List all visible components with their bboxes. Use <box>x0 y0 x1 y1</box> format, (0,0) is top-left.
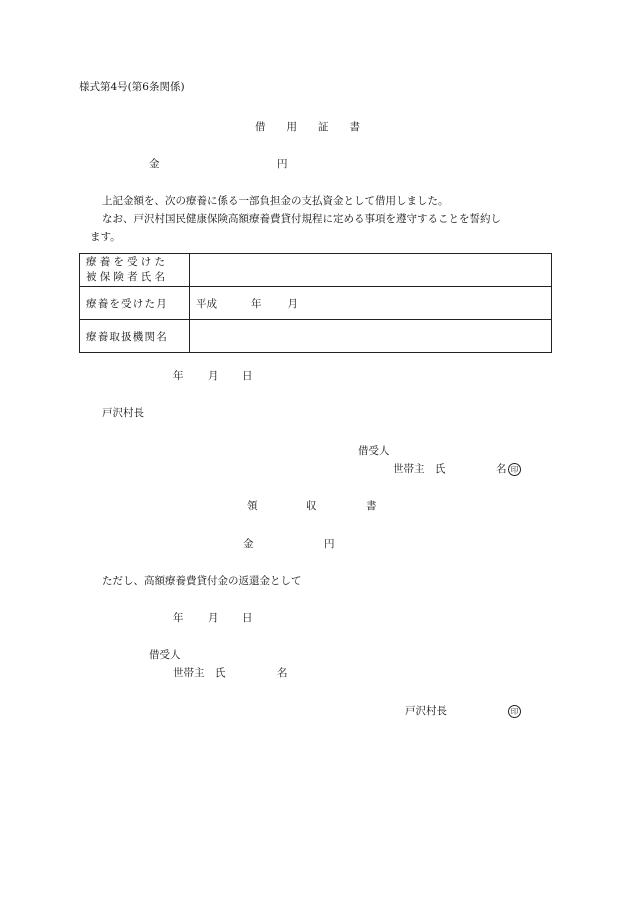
loan-seal-icon <box>508 462 521 476</box>
treatment-year: 年 <box>251 297 262 310</box>
receipt-date-day: 日 <box>242 612 253 624</box>
receipt-householder: 世帯主 氏 <box>173 667 226 679</box>
receipt-body: ただし、高額療養費貸付金の返還金として <box>102 575 302 587</box>
loan-body-line2: なお、戸沢村国民健康保険高額療養費貸付規程に定める事項を遵守することを誓約し <box>102 213 501 225</box>
receipt-date-year: 年 <box>173 612 184 624</box>
treatment-month-field[interactable] <box>190 287 552 320</box>
insured-name-label-a: 療養を受けた <box>86 256 169 268</box>
loan-date-day: 日 <box>242 370 253 382</box>
treatment-month-label: 療養を受けた月 <box>80 287 190 320</box>
receipt-name-char: 名 <box>277 667 288 679</box>
treatment-era: 平成 <box>196 297 217 310</box>
loan-date-month: 月 <box>208 370 219 382</box>
loan-addressee: 戸沢村長 <box>102 407 144 419</box>
institution-field[interactable] <box>190 320 552 353</box>
receipt-title-b: 収 <box>306 500 317 512</box>
receipt-title-c: 書 <box>366 500 377 512</box>
insured-name-label <box>80 254 190 287</box>
table-row-institution <box>80 320 552 353</box>
treatment-table <box>79 253 552 353</box>
receipt-issuer: 戸沢村長 <box>405 705 447 717</box>
loan-borrower-label: 借受人 <box>358 445 390 457</box>
loan-date-year: 年 <box>173 370 184 382</box>
loan-amount-prefix: 金 <box>149 158 160 170</box>
loan-householder: 世帯主 氏 <box>393 463 446 475</box>
receipt-seal-char: 印 <box>508 705 521 718</box>
table-row-insured <box>80 254 552 287</box>
table-row-month <box>80 287 552 320</box>
loan-amount-suffix: 円 <box>277 158 288 170</box>
insured-name-label-b: 被保険者氏名 <box>86 271 169 283</box>
receipt-borrower-label: 借受人 <box>149 649 181 661</box>
receipt-seal-icon <box>508 704 521 718</box>
receipt-title-a: 領 <box>247 500 258 512</box>
loan-seal-char: 印 <box>508 463 521 476</box>
loan-body-line3: ます。 <box>90 231 121 243</box>
receipt-date-month: 月 <box>208 612 219 624</box>
form-reference: 様式第4号(第6条関係) <box>79 81 185 93</box>
institution-label: 療養取扱機関名 <box>80 320 190 353</box>
loan-name-char: 名 <box>496 463 507 475</box>
treatment-month: 月 <box>287 297 298 310</box>
receipt-amount-prefix: 金 <box>243 538 254 550</box>
loan-title: 借 用 証 書 <box>255 121 360 133</box>
loan-body-line1: 上記金額を、次の療養に係る一部負担金の支払資金として借用しました。 <box>102 195 449 207</box>
receipt-amount-suffix: 円 <box>324 538 335 550</box>
insured-name-field[interactable] <box>190 254 552 287</box>
